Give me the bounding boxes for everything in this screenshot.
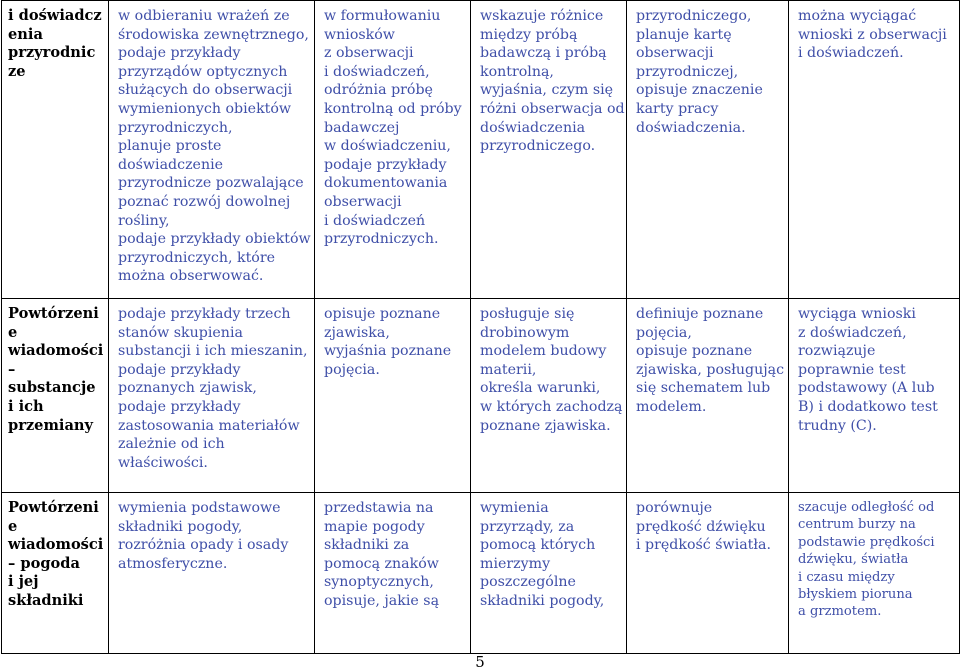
- requirement-cell-col1: [109, 299, 315, 493]
- topic-line: Powtórzeni: [8, 305, 99, 322]
- cell-line: posługuje się: [480, 306, 575, 322]
- cell-line: w odbieraniu wrażeń ze: [118, 8, 290, 24]
- cell-line: określa warunki,: [480, 380, 601, 397]
- cell-line: synoptycznych,: [324, 574, 434, 591]
- cell-line: obserwacji: [636, 45, 714, 62]
- cell-line: zjawiska,: [324, 324, 390, 341]
- topic-line: Powtórzeni: [8, 499, 99, 516]
- cell-line: badawczą i próbą: [480, 45, 607, 62]
- cell-line: odróżnia próbę: [324, 82, 433, 99]
- cell-line: badawczej: [324, 119, 400, 136]
- cell-line: środowiska zewnętrznego,: [118, 26, 309, 43]
- cell-line: rozwiązuje: [798, 343, 876, 360]
- topic-line: i doświadcz: [8, 7, 102, 24]
- requirement-cell-col4: [627, 1, 789, 299]
- cell-line: przyrodniczego,: [636, 8, 752, 24]
- topic-line: wiadomości: [8, 536, 104, 554]
- curriculum-table: [1, 0, 960, 654]
- cell-line: wyciąga wnioski: [798, 306, 916, 322]
- cell-line: mapie pogody: [324, 518, 425, 535]
- cell-line: kontrolną od próby: [324, 100, 462, 117]
- cell-line: stanów skupienia: [118, 324, 243, 341]
- requirement-cell-col2: [315, 493, 471, 654]
- cell-line: wyjaśnia, czym się: [480, 82, 614, 99]
- cell-line: zastosowania materiałów: [118, 417, 300, 434]
- topic-line: e: [8, 323, 18, 341]
- cell-line: wymienia: [480, 500, 549, 516]
- cell-line: szacuje odległość od: [798, 500, 935, 515]
- requirement-cell-col3: [471, 1, 627, 299]
- cell-line: właściwości.: [118, 454, 208, 471]
- requirement-cell-col5: [789, 493, 960, 654]
- cell-line: składniki za: [324, 537, 410, 554]
- cell-line: karty pracy: [636, 100, 719, 117]
- cell-line: i doświadczeń: [324, 212, 426, 229]
- topic-cell: [2, 493, 109, 654]
- cell-line: obserwacji: [324, 193, 402, 210]
- cell-line: przyrządów optycznych: [118, 63, 288, 80]
- cell-line: kontrolną,: [480, 63, 554, 80]
- cell-line: poprawnie test: [798, 361, 906, 378]
- cell-line: składniki pogody,: [118, 518, 243, 535]
- cell-line: składniki pogody,: [480, 592, 605, 609]
- cell-line: służących do obserwacji: [118, 82, 293, 99]
- requirement-cell-col1: [109, 1, 315, 299]
- cell-line: centrum burzy na: [798, 517, 916, 533]
- cell-line: wyjaśnia poznane: [324, 343, 452, 360]
- requirement-cell-col3: [471, 299, 627, 493]
- cell-line: poznane zjawiska.: [480, 417, 611, 434]
- table-row: [2, 1, 960, 299]
- cell-line: i doświadczeń,: [324, 63, 430, 80]
- topic-line: przyrodnic: [8, 44, 96, 62]
- cell-line: drobinowym: [480, 324, 570, 341]
- cell-line: opisuje znaczenie: [636, 82, 763, 99]
- topic-line: substancje: [8, 379, 96, 397]
- topic-line: i jej: [8, 573, 39, 591]
- requirement-cell-col1: [109, 493, 315, 654]
- cell-line: modelem.: [636, 398, 707, 415]
- cell-line: porównuje: [636, 500, 713, 516]
- requirement-cell-col3: [471, 493, 627, 654]
- cell-line: wskazuje różnice: [480, 8, 604, 24]
- cell-line: przyrządy, za: [480, 518, 575, 535]
- cell-line: prędkość dźwięku: [636, 518, 766, 535]
- cell-line: materii,: [480, 361, 537, 378]
- topic-line: ze: [8, 62, 26, 80]
- cell-line: w doświadczeniu,: [324, 138, 451, 155]
- topic-cell: [2, 299, 109, 493]
- cell-line: podstawie prędkości: [798, 534, 935, 550]
- cell-line: wymienia podstawowe: [118, 500, 281, 516]
- cell-line: atmosferyczne.: [118, 555, 228, 572]
- cell-line: wniosków: [324, 26, 395, 43]
- cell-line: pomocą których: [480, 537, 596, 554]
- topic-line: enia: [8, 25, 43, 43]
- cell-line: podaje przykłady trzech: [118, 306, 291, 322]
- requirement-cell-col2: [315, 299, 471, 493]
- table-row: [2, 299, 960, 493]
- cell-line: przyrodniczych.: [324, 231, 439, 248]
- cell-line: w formułowaniu: [324, 8, 441, 24]
- cell-line: przyrodniczych, które: [118, 249, 275, 266]
- cell-line: zależnie od ich: [118, 436, 225, 453]
- requirement-cell-col5: [789, 299, 960, 493]
- cell-line: się schematem lub: [636, 380, 771, 397]
- cell-line: przyrodnicze pozwalające: [118, 175, 304, 192]
- topic-line: wiadomości: [8, 342, 104, 360]
- cell-line: można obserwować.: [118, 268, 264, 285]
- cell-line: różni obserwacja od: [480, 100, 625, 117]
- cell-line: poznać rozwój dowolnej: [118, 193, 291, 210]
- cell-line: dokumentowania: [324, 175, 448, 192]
- cell-line: rośliny,: [118, 212, 170, 229]
- topic-line: i ich: [8, 397, 44, 415]
- cell-line: w których zachodzą: [480, 398, 623, 415]
- cell-line: pomocą znaków: [324, 555, 439, 572]
- cell-line: pojęcia.: [324, 361, 380, 378]
- requirement-cell-col4: [627, 299, 789, 493]
- table-row: [2, 493, 960, 654]
- cell-line: wymienionych obiektów: [118, 100, 292, 117]
- cell-line: doświadczenia.: [636, 119, 746, 136]
- cell-line: między próbą: [480, 26, 578, 43]
- cell-line: B) i dodatkowo test: [798, 398, 938, 415]
- cell-line: planuje kartę: [636, 26, 732, 43]
- topic-cell: [2, 1, 109, 299]
- cell-line: opisuje poznane: [636, 343, 753, 360]
- requirement-cell-col5: [789, 1, 960, 299]
- cell-line: dźwięku, światła: [798, 552, 909, 568]
- cell-line: podaje przykłady obiektów: [118, 231, 311, 248]
- topic-line: przemiany: [8, 416, 93, 434]
- topic-line: e: [8, 517, 18, 535]
- cell-line: podaje przykłady: [118, 398, 241, 415]
- requirement-cell-col4: [627, 493, 789, 654]
- cell-line: poznanych zjawisk,: [118, 380, 257, 397]
- topic-line: – pogoda: [8, 554, 80, 572]
- cell-line: podaje przykłady: [118, 361, 241, 378]
- topic-line: składniki: [8, 591, 84, 609]
- cell-line: modelem budowy: [480, 343, 607, 360]
- cell-line: i czasu między: [798, 569, 895, 585]
- cell-line: można wyciągać: [798, 8, 917, 24]
- cell-line: błyskiem pioruna: [798, 587, 913, 603]
- cell-line: podaje przykłady: [118, 45, 241, 62]
- cell-line: przyrodniczych,: [118, 119, 233, 136]
- topic-line: –: [8, 360, 16, 378]
- cell-line: i prędkość światła.: [636, 537, 771, 554]
- cell-line: z obserwacji: [324, 45, 414, 62]
- cell-line: mierzymy: [480, 555, 551, 572]
- cell-line: substancji i ich mieszanin,: [118, 343, 308, 360]
- page-number: 5: [475, 653, 485, 671]
- cell-line: przyrodniczej,: [636, 63, 739, 80]
- cell-line: podaje przykłady: [324, 156, 447, 173]
- cell-line: definiuje poznane: [636, 306, 764, 322]
- cell-line: podstawowy (A lub: [798, 380, 935, 397]
- cell-line: wnioski z obserwacji: [798, 26, 947, 43]
- cell-line: doświadczenia: [480, 119, 586, 136]
- cell-line: doświadczenie: [118, 156, 224, 173]
- cell-line: trudny (C).: [798, 417, 877, 434]
- cell-line: i doświadczeń.: [798, 45, 904, 62]
- cell-line: przedstawia na: [324, 500, 434, 516]
- cell-line: opisuje poznane: [324, 306, 441, 322]
- cell-line: planuje proste: [118, 138, 222, 155]
- cell-line: przyrodniczego.: [480, 138, 596, 155]
- cell-line: a grzmotem.: [798, 604, 882, 620]
- cell-line: opisuje, jakie są: [324, 592, 440, 609]
- cell-line: pojęcia,: [636, 324, 692, 341]
- cell-line: zjawiska, posługując: [636, 361, 785, 378]
- cell-line: rozróżnia opady i osady: [118, 537, 289, 554]
- requirement-cell-col2: [315, 1, 471, 299]
- cell-line: z doświadczeń,: [798, 324, 907, 341]
- cell-line: poszczególne: [480, 574, 576, 591]
